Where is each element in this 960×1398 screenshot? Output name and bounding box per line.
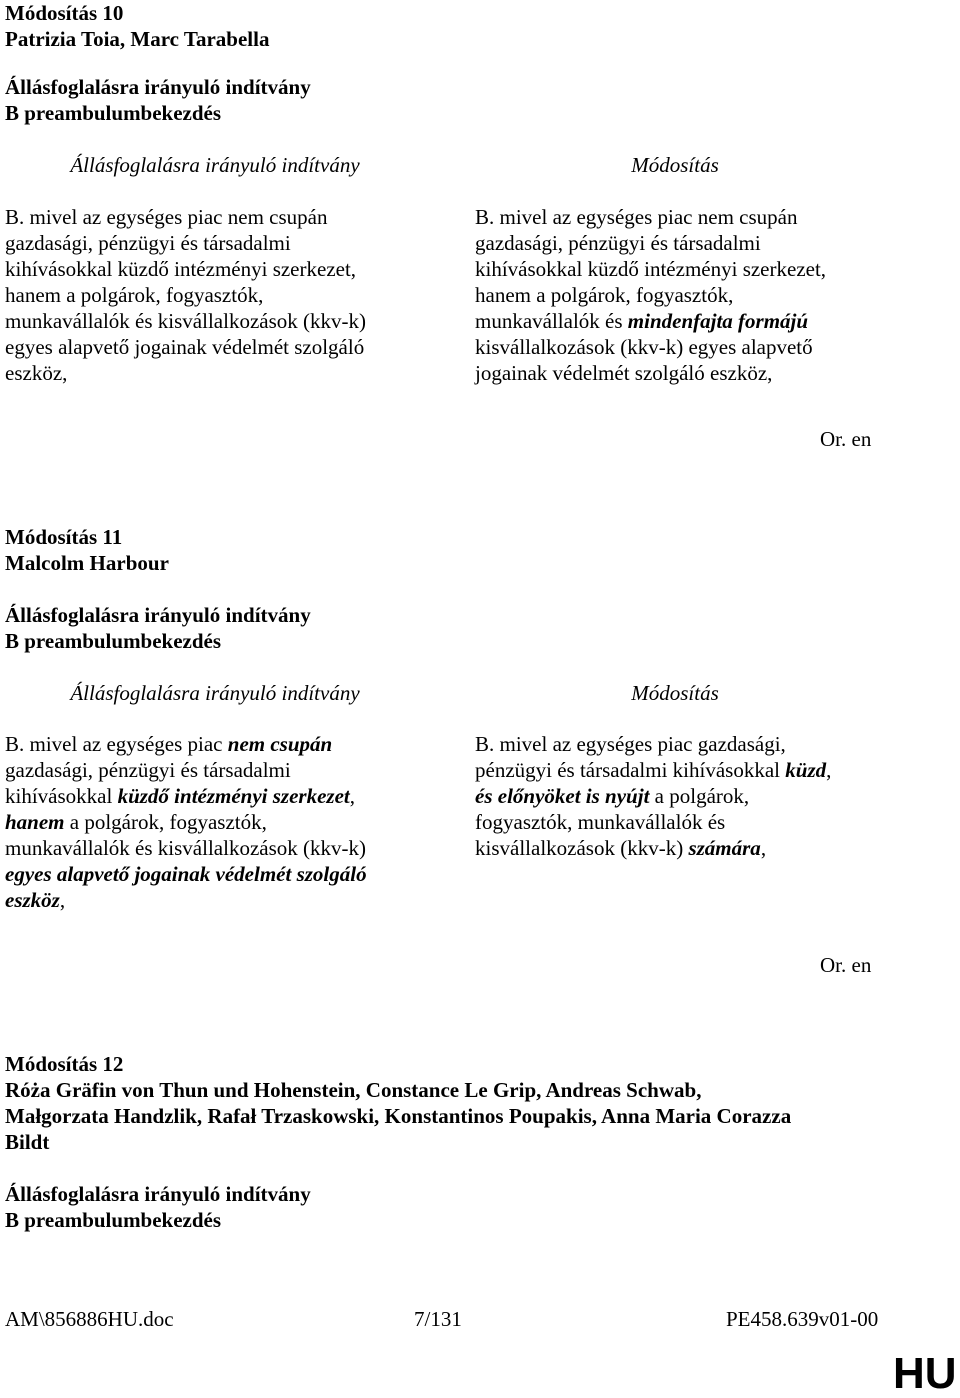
- amendment-authors: Malcolm Harbour: [5, 551, 169, 575]
- amendment-10-header: [5, 0, 269, 52]
- inserted-text: és előnyöket is nyújt: [475, 784, 650, 808]
- document-type: Állásfoglalásra irányuló indítvány: [5, 75, 311, 99]
- amendment-10-modified-text: B. mivel az egységes piac nem csupán gazdasági, pénzügyi és társadalmi kihívásokkal küzdő intézményi szerkezet, hanem a polgárok, fogyasztók, munkavállalók és mindenfajta formájú kisvállalkozások (kkv-k) egyes alapvető jogainak védelmét szolgáló eszköz,: [475, 205, 827, 385]
- original-language: Or. en: [820, 953, 872, 977]
- deleted-text: hanem: [5, 810, 65, 834]
- section-ref: B preambulumbekezdés: [5, 629, 222, 653]
- right-column-heading: Módosítás: [631, 153, 719, 177]
- amendment-12-header: [5, 1051, 791, 1155]
- footer-page-number: 7/131: [414, 1307, 462, 1331]
- amendment-authors: Róża Gräfin von Thun und Hohenstein, Constance Le Grip, Andreas Schwab,: [5, 1078, 702, 1102]
- amendment-11-original-text: B. mivel az egységes piac nem csupán gazdasági, pénzügyi és társadalmi kihívásokkal küzdő intézményi szerkezet, hanem a polgárok, fogyasztók, munkavállalók és kisvállalkozások (kkv-k) egyes alapvető jogainak védelmét szolgáló eszköz,: [5, 731, 425, 913]
- inserted-text: számára: [688, 836, 761, 860]
- deleted-text: eszköz: [5, 888, 60, 912]
- deleted-text: küzdő intézményi szerkezet: [117, 784, 350, 808]
- amendment-number: Módosítás 12: [5, 1052, 124, 1076]
- original-language: Or. en: [820, 427, 872, 451]
- amendment-10-ref: [5, 74, 311, 126]
- section-ref: B preambulumbekezdés: [5, 101, 222, 125]
- amendment-number: Módosítás 11: [5, 525, 123, 549]
- right-column-heading: Módosítás: [631, 681, 719, 705]
- amendment-11-header: [5, 524, 169, 576]
- left-column-heading: Állásfoglalásra irányuló indítvány: [70, 153, 360, 177]
- left-column-heading: Állásfoglalásra irányuló indítvány: [70, 681, 360, 705]
- amendment-authors: Małgorzata Handzlik, Rafał Trzaskowski, Konstantinos Poupakis, Anna Maria Corazza: [5, 1104, 792, 1128]
- amendment-authors: Bildt: [5, 1130, 50, 1154]
- deleted-text: nem csupán: [227, 732, 333, 756]
- amendment-authors: Patrizia Toia, Marc Tarabella: [5, 27, 270, 51]
- section-ref: B preambulumbekezdés: [5, 1208, 222, 1232]
- amendment-10-original-text: B. mivel az egységes piac nem csupán gazdasági, pénzügyi és társadalmi kihívásokkal küzdő intézményi szerkezet, hanem a polgárok, fogyasztók, munkavállalók és kisvállalkozások (kkv-k) egyes alapvető jogainak védelmét szolgáló eszköz,: [5, 205, 366, 385]
- inserted-text: küzd: [785, 758, 827, 782]
- amendment-11-ref: [5, 602, 311, 654]
- footer-doc-ref: AM\856886HU.doc: [5, 1307, 174, 1331]
- document-type: Állásfoglalásra irányuló indítvány: [5, 603, 311, 627]
- amendment-11-modified-text: B. mivel az egységes piac gazdasági, pénzügyi és társadalmi kihívásokkal küzd, és előnyöket is nyújt a polgárok, fogyasztók, munkavállalók és kisvállalkozások (kkv-k) számára,: [475, 732, 832, 860]
- document-type: Állásfoglalásra irányuló indítvány: [5, 1182, 311, 1206]
- deleted-text: egyes alapvető jogainak védelmét szolgáló: [5, 862, 367, 886]
- amendment-12-ref: [5, 1181, 311, 1233]
- footer-pe-ref: PE458.639v01-00: [726, 1307, 879, 1331]
- inserted-text: mindenfajta formájú: [627, 309, 809, 333]
- footer-language-code: HU: [893, 1349, 957, 1398]
- amendment-number: Módosítás 10: [5, 1, 124, 25]
